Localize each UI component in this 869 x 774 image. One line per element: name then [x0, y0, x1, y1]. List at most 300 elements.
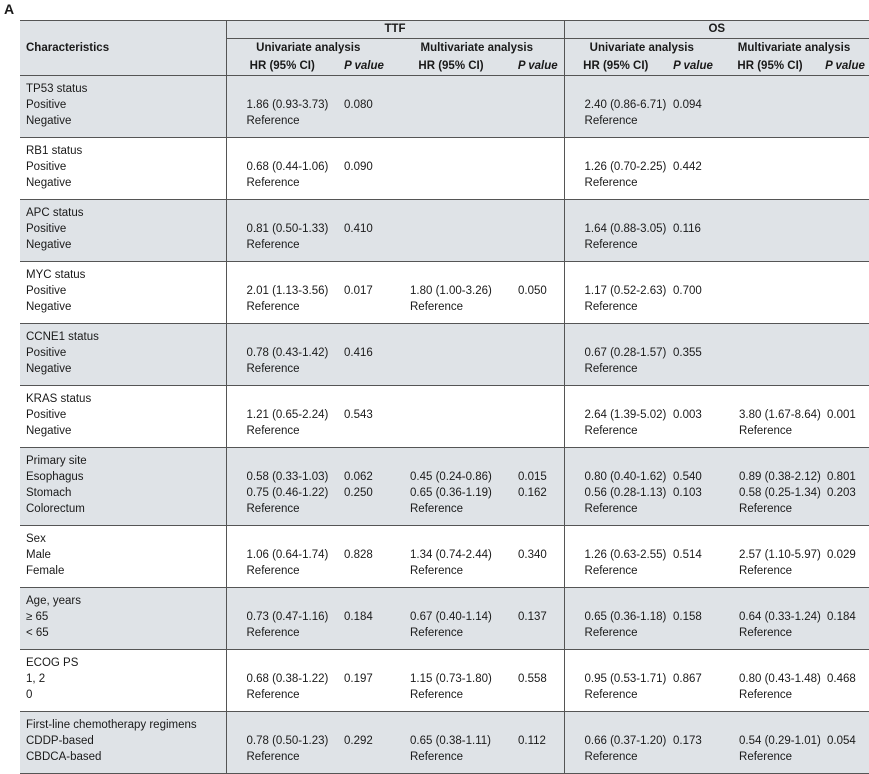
os-multivariate-p-cell	[821, 138, 869, 200]
spacer	[565, 531, 668, 547]
ttf-multivariate-p-value	[512, 501, 564, 517]
os-univariate-p-value: 0.173	[673, 735, 702, 747]
spacer	[667, 143, 719, 159]
os-univariate-p-value	[667, 299, 719, 315]
ttf-univariate-hr-value: Reference	[246, 503, 300, 515]
os-univariate-p-value: 0.867	[673, 673, 702, 685]
characteristic-level: Negative	[26, 425, 72, 437]
ttf-multivariate-p-value: 0.137	[518, 611, 547, 623]
os-multivariate-p-value	[821, 175, 869, 191]
os-univariate-hr-value: 1.26 (0.63-2.55)	[584, 549, 667, 561]
spacer	[667, 205, 719, 221]
spacer	[667, 655, 719, 671]
characteristics-header: Characteristics	[20, 21, 226, 76]
ttf-univariate-p-cell	[338, 76, 390, 138]
os-univariate-hr-cell	[564, 448, 667, 526]
characteristic-cell	[20, 262, 226, 324]
os-multivariate-hr-value: 0.58 (0.25-1.34)	[739, 487, 821, 499]
spacer	[821, 531, 869, 547]
spacer	[390, 329, 512, 345]
characteristic-level: Negative	[26, 115, 72, 127]
os-univariate-hr-cell	[564, 138, 667, 200]
os-multivariate-p-value	[821, 345, 869, 361]
os-multivariate-hr-value: Reference	[739, 565, 793, 577]
spacer	[565, 717, 668, 733]
characteristic-cell	[20, 76, 226, 138]
os-univariate-p-value: 0.540	[673, 471, 702, 483]
os-univariate-hr-cell	[564, 324, 667, 386]
hr-header: HR (95% CI)	[564, 57, 667, 76]
characteristic-level: 0	[26, 689, 33, 701]
ttf-univariate-p-value	[338, 501, 390, 517]
spacer	[512, 391, 564, 407]
ttf-univariate-hr-value: Reference	[246, 627, 300, 639]
os-univariate-p-value	[667, 749, 719, 765]
ttf-multivariate-hr-value	[390, 423, 512, 439]
os-multivariate-hr-value	[719, 361, 821, 377]
spacer	[821, 717, 869, 733]
ttf-multivariate-hr-cell	[390, 386, 512, 448]
characteristic-level: < 65	[26, 627, 49, 639]
spacer	[565, 329, 668, 345]
os-univariate-hr-value: 0.80 (0.40-1.62)	[584, 471, 667, 483]
ttf-univariate-p-value: 0.080	[344, 99, 373, 111]
os-multivariate-p-value	[821, 299, 869, 315]
os-univariate-p-value: 0.442	[673, 161, 702, 173]
os-univariate-p-value: 0.103	[673, 487, 702, 499]
spacer	[667, 453, 719, 469]
table-row	[20, 526, 869, 588]
ttf-univariate-p-cell	[338, 588, 390, 650]
spacer	[667, 531, 719, 547]
ttf-multivariate-hr-value: 1.15 (0.73-1.80)	[410, 673, 492, 685]
spacer	[719, 205, 821, 221]
spacer	[338, 655, 390, 671]
os-univariate-p-value	[667, 423, 719, 439]
spacer	[667, 81, 719, 97]
os-univariate-p-value	[667, 625, 719, 641]
characteristic-level: Colorectum	[26, 503, 85, 515]
os-univariate-p-cell	[667, 138, 719, 200]
os-multivariate-hr-value: 3.80 (1.67-8.64)	[739, 409, 821, 421]
ttf-univariate-p-value	[338, 361, 390, 377]
ttf-univariate-hr-value: Reference	[246, 177, 300, 189]
characteristic-cell	[20, 200, 226, 262]
spacer	[565, 655, 668, 671]
spacer	[390, 717, 512, 733]
ttf-univariate-hr-value: 0.68 (0.38-1.22)	[246, 673, 329, 685]
ttf-univariate-hr-value: Reference	[246, 363, 300, 375]
spacer	[821, 81, 869, 97]
p-value-header: P value	[821, 57, 869, 76]
os-univariate-p-cell	[667, 386, 719, 448]
ttf-univariate-hr-value: 0.78 (0.50-1.23)	[246, 735, 329, 747]
spacer	[565, 593, 668, 609]
ttf-multivariate-hr-value	[390, 97, 512, 113]
os-multivariate-hr-value	[719, 221, 821, 237]
os-univariate-p-cell	[667, 262, 719, 324]
spacer	[719, 143, 821, 159]
spacer	[512, 531, 564, 547]
spacer	[390, 655, 512, 671]
os-multivariate-hr-cell	[719, 588, 821, 650]
os-multivariate-p-cell	[821, 448, 869, 526]
characteristic-level: Negative	[26, 239, 72, 251]
os-univariate-p-cell	[667, 200, 719, 262]
spacer	[390, 391, 512, 407]
ttf-univariate-hr-value: 0.78 (0.43-1.42)	[246, 347, 329, 359]
os-multivariate-p-cell	[821, 526, 869, 588]
os-univariate-p-value	[667, 237, 719, 253]
spacer	[512, 329, 564, 345]
spacer	[667, 593, 719, 609]
ttf-multivariate-hr-value	[390, 159, 512, 175]
ttf-multivariate-hr-cell	[390, 200, 512, 262]
spacer	[338, 143, 390, 159]
spacer	[338, 81, 390, 97]
os-univariate-p-value	[667, 113, 719, 129]
cox-regression-table	[20, 20, 869, 774]
os-univariate-hr-cell	[564, 650, 667, 712]
os-univariate-header: Univariate analysis	[564, 39, 719, 58]
ttf-univariate-hr-value: 1.06 (0.64-1.74)	[246, 549, 329, 561]
os-multivariate-hr-value	[719, 159, 821, 175]
ttf-multivariate-hr-value	[390, 113, 512, 129]
table-row	[20, 324, 869, 386]
ttf-univariate-p-value: 0.062	[344, 471, 373, 483]
ttf-univariate-p-value: 0.250	[344, 487, 373, 499]
ttf-multivariate-hr-value: Reference	[410, 503, 464, 515]
table-row	[20, 712, 869, 774]
spacer	[390, 267, 512, 283]
ttf-univariate-hr-cell	[226, 588, 338, 650]
ttf-multivariate-p-cell	[512, 448, 564, 526]
spacer	[821, 329, 869, 345]
os-multivariate-p-value: 0.184	[827, 611, 856, 623]
ttf-univariate-header: Univariate analysis	[226, 39, 390, 58]
characteristic-cell	[20, 138, 226, 200]
spacer	[338, 453, 390, 469]
spacer	[227, 205, 339, 221]
characteristic-cell	[20, 712, 226, 774]
ttf-univariate-p-value	[338, 563, 390, 579]
os-univariate-p-value	[667, 563, 719, 579]
os-multivariate-hr-cell	[719, 262, 821, 324]
spacer	[390, 81, 512, 97]
os-univariate-hr-value: Reference	[584, 239, 638, 251]
spacer	[565, 81, 668, 97]
spacer	[338, 329, 390, 345]
os-univariate-p-cell	[667, 448, 719, 526]
spacer	[338, 267, 390, 283]
os-univariate-hr-value: Reference	[584, 301, 638, 313]
os-multivariate-p-value	[821, 501, 869, 517]
ttf-univariate-hr-cell	[226, 324, 338, 386]
os-multivariate-p-value	[821, 687, 869, 703]
os-univariate-hr-value: Reference	[584, 503, 638, 515]
characteristic-title: Age, years	[26, 595, 81, 607]
ttf-univariate-p-value	[338, 749, 390, 765]
p-value-header: P value	[338, 57, 390, 76]
os-univariate-hr-cell	[564, 712, 667, 774]
os-univariate-hr-cell	[564, 262, 667, 324]
characteristic-level: Positive	[26, 347, 67, 359]
spacer	[512, 593, 564, 609]
spacer	[227, 329, 339, 345]
os-multivariate-hr-value: Reference	[739, 689, 793, 701]
characteristic-level: Positive	[26, 223, 67, 235]
ttf-multivariate-p-value	[512, 159, 564, 175]
os-multivariate-hr-value: 2.57 (1.10-5.97)	[739, 549, 821, 561]
spacer	[719, 81, 821, 97]
spacer	[719, 391, 821, 407]
spacer	[338, 531, 390, 547]
spacer	[565, 391, 668, 407]
spacer	[227, 531, 339, 547]
spacer	[667, 329, 719, 345]
os-multivariate-hr-value	[719, 283, 821, 299]
ttf-multivariate-hr-value	[390, 361, 512, 377]
ttf-multivariate-hr-value	[390, 175, 512, 191]
characteristic-level: CBDCA-based	[26, 751, 102, 763]
os-univariate-hr-value: Reference	[584, 627, 638, 639]
os-univariate-hr-value: 2.64 (1.39-5.02)	[584, 409, 667, 421]
hr-header: HR (95% CI)	[226, 57, 338, 76]
ttf-univariate-p-cell	[338, 138, 390, 200]
os-univariate-hr-value: Reference	[584, 115, 638, 127]
hr-header: HR (95% CI)	[390, 57, 512, 76]
os-univariate-p-value	[667, 175, 719, 191]
os-multivariate-hr-cell	[719, 712, 821, 774]
os-multivariate-hr-cell	[719, 138, 821, 200]
spacer	[821, 267, 869, 283]
ttf-univariate-p-value: 0.543	[344, 409, 373, 421]
ttf-multivariate-p-value	[512, 299, 564, 315]
spacer	[227, 81, 339, 97]
os-multivariate-p-cell	[821, 386, 869, 448]
spacer	[227, 717, 339, 733]
ttf-univariate-hr-value: 0.75 (0.46-1.22)	[246, 487, 329, 499]
spacer	[821, 391, 869, 407]
ttf-multivariate-hr-value: Reference	[410, 627, 464, 639]
ttf-multivariate-p-value	[512, 361, 564, 377]
os-multivariate-p-value	[821, 423, 869, 439]
os-univariate-p-cell	[667, 76, 719, 138]
os-multivariate-p-value: 0.203	[827, 487, 856, 499]
os-multivariate-hr-cell	[719, 650, 821, 712]
characteristic-title: ECOG PS	[26, 657, 79, 669]
characteristic-level: CDDP-based	[26, 735, 94, 747]
os-univariate-p-value: 0.003	[673, 409, 702, 421]
os-univariate-p-value: 0.158	[673, 611, 702, 623]
characteristic-cell	[20, 386, 226, 448]
table-row	[20, 650, 869, 712]
ttf-multivariate-hr-value	[390, 407, 512, 423]
spacer	[565, 143, 668, 159]
os-univariate-hr-cell	[564, 526, 667, 588]
ttf-univariate-p-cell	[338, 526, 390, 588]
os-univariate-hr-value: 1.64 (0.88-3.05)	[584, 223, 667, 235]
os-multivariate-hr-value: Reference	[739, 751, 793, 763]
ttf-multivariate-p-cell	[512, 76, 564, 138]
characteristic-title: Primary site	[26, 455, 87, 467]
ttf-multivariate-p-cell	[512, 526, 564, 588]
os-univariate-hr-value: 0.95 (0.53-1.71)	[584, 673, 667, 685]
characteristic-cell	[20, 448, 226, 526]
ttf-univariate-hr-value: 1.86 (0.93-3.73)	[246, 99, 329, 111]
spacer	[227, 655, 339, 671]
characteristic-level: Positive	[26, 285, 67, 297]
os-univariate-hr-cell	[564, 386, 667, 448]
os-multivariate-p-value	[821, 113, 869, 129]
os-multivariate-hr-value	[719, 299, 821, 315]
os-univariate-hr-value: Reference	[584, 689, 638, 701]
spacer	[390, 205, 512, 221]
ttf-univariate-p-cell	[338, 200, 390, 262]
ttf-univariate-hr-value: Reference	[246, 565, 300, 577]
ttf-univariate-p-cell	[338, 324, 390, 386]
ttf-univariate-hr-value: Reference	[246, 301, 300, 313]
ttf-univariate-p-cell	[338, 448, 390, 526]
os-multivariate-hr-value: Reference	[739, 503, 793, 515]
spacer	[719, 453, 821, 469]
spacer	[512, 453, 564, 469]
ttf-multivariate-hr-cell	[390, 526, 512, 588]
ttf-multivariate-p-cell	[512, 200, 564, 262]
ttf-multivariate-hr-value: Reference	[410, 301, 464, 313]
table-body	[20, 76, 869, 774]
spacer	[512, 143, 564, 159]
characteristic-cell	[20, 526, 226, 588]
spacer	[821, 655, 869, 671]
os-multivariate-hr-cell	[719, 386, 821, 448]
characteristic-level: Positive	[26, 161, 67, 173]
os-univariate-p-value: 0.355	[673, 347, 702, 359]
p-value-header: P value	[667, 57, 719, 76]
ttf-multivariate-p-cell	[512, 262, 564, 324]
os-univariate-p-value: 0.094	[673, 99, 702, 111]
ttf-group-header: TTF	[226, 21, 564, 39]
ttf-multivariate-hr-value: Reference	[410, 751, 464, 763]
os-multivariate-p-cell	[821, 262, 869, 324]
characteristic-title: KRAS status	[26, 393, 92, 405]
ttf-multivariate-p-value	[512, 625, 564, 641]
table-row	[20, 200, 869, 262]
spacer	[512, 81, 564, 97]
ttf-multivariate-p-value: 0.558	[518, 673, 547, 685]
os-multivariate-hr-value	[719, 113, 821, 129]
spacer	[338, 205, 390, 221]
spacer	[390, 531, 512, 547]
ttf-multivariate-hr-value	[390, 237, 512, 253]
ttf-multivariate-hr-cell	[390, 588, 512, 650]
ttf-univariate-p-cell	[338, 712, 390, 774]
spacer	[719, 655, 821, 671]
os-multivariate-p-value: 0.029	[827, 549, 856, 561]
os-univariate-hr-value: 1.26 (0.70-2.25)	[584, 161, 667, 173]
os-univariate-p-value: 0.700	[673, 285, 702, 297]
characteristic-level: Female	[26, 565, 65, 577]
table-row	[20, 138, 869, 200]
characteristic-level: Positive	[26, 409, 67, 421]
os-multivariate-p-cell	[821, 588, 869, 650]
ttf-univariate-hr-value: 0.73 (0.47-1.16)	[246, 611, 329, 623]
panel-label: A	[4, 1, 15, 17]
os-multivariate-p-value	[821, 563, 869, 579]
spacer	[667, 391, 719, 407]
spacer	[512, 267, 564, 283]
ttf-multivariate-hr-cell	[390, 324, 512, 386]
ttf-univariate-hr-cell	[226, 448, 338, 526]
os-univariate-p-cell	[667, 324, 719, 386]
os-multivariate-hr-cell	[719, 324, 821, 386]
characteristic-title: CCNE1 status	[26, 331, 99, 343]
characteristic-title: TP53 status	[26, 83, 88, 95]
os-univariate-hr-value: 0.67 (0.28-1.57)	[584, 347, 667, 359]
os-multivariate-hr-value	[719, 97, 821, 113]
os-univariate-hr-cell	[564, 76, 667, 138]
characteristic-title: RB1 status	[26, 145, 83, 157]
os-multivariate-p-value: 0.801	[827, 471, 856, 483]
ttf-multivariate-hr-value: 0.67 (0.40-1.14)	[410, 611, 492, 623]
table-row	[20, 588, 869, 650]
table-header	[20, 21, 869, 76]
characteristic-level: Negative	[26, 177, 72, 189]
ttf-univariate-p-value	[338, 625, 390, 641]
os-multivariate-hr-cell	[719, 448, 821, 526]
ttf-multivariate-p-value	[512, 687, 564, 703]
ttf-multivariate-p-value	[512, 345, 564, 361]
os-univariate-hr-value: Reference	[584, 363, 638, 375]
os-univariate-hr-value: 1.17 (0.52-2.63)	[584, 285, 667, 297]
os-multivariate-p-value	[821, 237, 869, 253]
spacer	[338, 593, 390, 609]
os-univariate-p-value	[667, 361, 719, 377]
ttf-univariate-hr-value: Reference	[246, 689, 300, 701]
spacer	[390, 593, 512, 609]
os-multivariate-p-value: 0.468	[827, 673, 856, 685]
ttf-multivariate-p-value: 0.162	[518, 487, 547, 499]
os-multivariate-p-value	[821, 221, 869, 237]
os-multivariate-p-value: 0.001	[827, 409, 856, 421]
os-multivariate-header: Multivariate analysis	[719, 39, 869, 58]
ttf-univariate-hr-value: 0.68 (0.44-1.06)	[246, 161, 329, 173]
os-multivariate-hr-value: 0.80 (0.43-1.48)	[739, 673, 821, 685]
ttf-univariate-hr-cell	[226, 138, 338, 200]
characteristic-level: Esophagus	[26, 471, 84, 483]
hr-header: HR (95% CI)	[719, 57, 821, 76]
os-multivariate-p-cell	[821, 200, 869, 262]
spacer	[227, 593, 339, 609]
os-group-header: OS	[564, 21, 869, 39]
os-univariate-hr-value: Reference	[584, 565, 638, 577]
ttf-multivariate-p-cell	[512, 650, 564, 712]
ttf-multivariate-p-value	[512, 97, 564, 113]
ttf-multivariate-hr-value: Reference	[410, 565, 464, 577]
os-univariate-hr-cell	[564, 200, 667, 262]
table-row	[20, 448, 869, 526]
os-univariate-hr-value: Reference	[584, 751, 638, 763]
ttf-univariate-hr-value: Reference	[246, 751, 300, 763]
ttf-univariate-p-value	[338, 423, 390, 439]
ttf-univariate-hr-value: 1.21 (0.65-2.24)	[246, 409, 329, 421]
ttf-multivariate-p-cell	[512, 588, 564, 650]
ttf-univariate-p-value: 0.184	[344, 611, 373, 623]
ttf-univariate-hr-value: Reference	[246, 115, 300, 127]
os-univariate-hr-value: 0.65 (0.36-1.18)	[584, 611, 667, 623]
p-value-header: P value	[512, 57, 564, 76]
ttf-univariate-hr-cell	[226, 386, 338, 448]
